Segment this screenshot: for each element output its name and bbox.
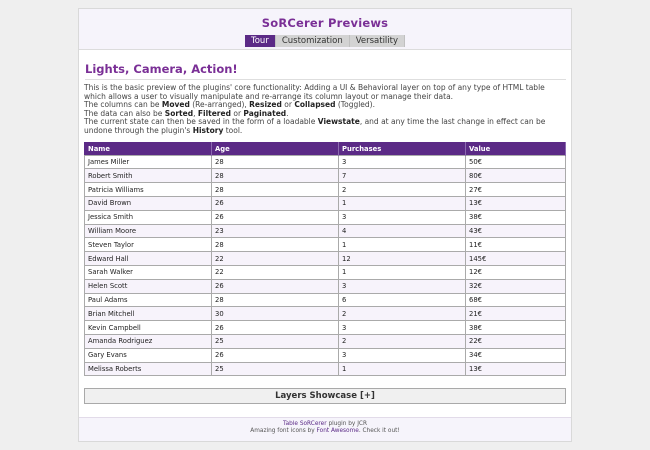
- cell-purchases: 3: [339, 279, 466, 293]
- tab-customization[interactable]: Customization: [276, 35, 350, 47]
- cell-value: 13€: [466, 362, 566, 376]
- table-row: [85, 155, 566, 169]
- intro-segment: .: [286, 108, 289, 118]
- cell-purchases: 1: [339, 362, 466, 376]
- table-body: [85, 155, 566, 376]
- intro-segment: (Toggled).: [335, 100, 375, 110]
- intro-keyword: Viewstate: [317, 117, 360, 127]
- cell-age: 26: [212, 321, 339, 335]
- cell-value: 12€: [466, 265, 566, 279]
- cell-purchases: 3: [339, 321, 466, 335]
- tab-tour[interactable]: Tour: [245, 35, 276, 47]
- cell-value: 27€: [466, 183, 566, 197]
- cell-name: Patricia Williams: [85, 183, 212, 197]
- cell-name: Amanda Rodriguez: [85, 334, 212, 348]
- footer-icons-text-a: Amazing font icons by: [250, 428, 317, 434]
- intro-segment: ,: [193, 108, 198, 118]
- font-awesome-link[interactable]: Font Awesome: [316, 428, 359, 434]
- cell-name: Paul Adams: [85, 293, 212, 307]
- cell-age: 26: [212, 196, 339, 210]
- cell-age: 26: [212, 279, 339, 293]
- table-row: [85, 279, 566, 293]
- cell-name: Steven Taylor: [85, 238, 212, 252]
- table-row: [85, 362, 566, 376]
- intro-segment: The columns can be: [84, 100, 162, 110]
- cell-value: 50€: [466, 155, 566, 169]
- column-header-purchases[interactable]: Purchases: [339, 142, 466, 155]
- cell-age: 28: [212, 155, 339, 169]
- cell-age: 23: [212, 224, 339, 238]
- intro-segment: or: [230, 108, 244, 118]
- cell-name: Melissa Roberts: [85, 362, 212, 376]
- column-header-age[interactable]: Age: [212, 142, 339, 155]
- cell-value: 145€: [466, 252, 566, 266]
- table-sorcerer-link[interactable]: Table SoRCerer: [283, 421, 327, 427]
- header-divider: [79, 49, 571, 50]
- cell-age: 30: [212, 307, 339, 321]
- cell-name: Edward Hall: [85, 252, 212, 266]
- intro-keyword: Paginated: [243, 108, 287, 118]
- intro-keyword: Moved: [161, 100, 190, 110]
- cell-purchases: 3: [339, 348, 466, 362]
- cell-name: Sarah Walker: [85, 265, 212, 279]
- cell-age: 25: [212, 334, 339, 348]
- cell-name: William Moore: [85, 224, 212, 238]
- cell-purchases: 4: [339, 224, 466, 238]
- cell-age: 26: [212, 348, 339, 362]
- intro-segment: , and at any time the last change in effect can be undone through the plugin's: [84, 117, 546, 135]
- table-row: [85, 224, 566, 238]
- table-row: [85, 210, 566, 224]
- cell-purchases: 2: [339, 183, 466, 197]
- table-row: [85, 183, 566, 197]
- cell-purchases: 1: [339, 196, 466, 210]
- cell-value: 43€: [466, 224, 566, 238]
- intro-keyword: Resized: [249, 100, 282, 110]
- footer-credit: [79, 421, 571, 428]
- cell-name: James Miller: [85, 155, 212, 169]
- cell-purchases: 6: [339, 293, 466, 307]
- cell-age: 25: [212, 362, 339, 376]
- data-table: [84, 142, 566, 377]
- cell-value: 34€: [466, 348, 566, 362]
- cell-purchases: 1: [339, 238, 466, 252]
- cell-name: Brian Mitchell: [85, 307, 212, 321]
- cell-age: 22: [212, 252, 339, 266]
- tab-versatility[interactable]: Versatility: [350, 35, 405, 47]
- intro-text: [84, 84, 566, 136]
- footer-icons-credit: [79, 428, 571, 435]
- cell-name: David Brown: [85, 196, 212, 210]
- section-title: Lights, Camera, Action!: [85, 62, 566, 80]
- footer-credit-text: plugin by JCR: [326, 421, 367, 427]
- page-container: [78, 8, 572, 442]
- cell-purchases: 2: [339, 334, 466, 348]
- cell-value: 80€: [466, 169, 566, 183]
- intro-keyword: Filtered: [197, 108, 231, 118]
- main-content: [79, 62, 571, 404]
- cell-age: 26: [212, 210, 339, 224]
- cell-purchases: 3: [339, 155, 466, 169]
- cell-age: 28: [212, 293, 339, 307]
- intro-segment: This is the basic preview of the plugins' core functionality: Adding a UI & Behavioral layer on top of any type of HTML table which allows a user to visually manipulate and re-arrange its column layout or manage their data.: [84, 83, 545, 101]
- intro-line: [84, 118, 566, 135]
- table-row: [85, 348, 566, 362]
- table-row: [85, 334, 566, 348]
- cell-value: 22€: [466, 334, 566, 348]
- intro-segment: The data can also be: [84, 108, 165, 118]
- cell-purchases: 12: [339, 252, 466, 266]
- cell-name: Helen Scott: [85, 279, 212, 293]
- intro-segment: tool.: [223, 125, 243, 135]
- intro-segment: or: [281, 100, 295, 110]
- site-title: SoRCerer Previews: [261, 16, 389, 30]
- cell-name: Kevin Campbell: [85, 321, 212, 335]
- cell-value: 13€: [466, 196, 566, 210]
- cell-value: 38€: [466, 210, 566, 224]
- cell-age: 22: [212, 265, 339, 279]
- column-header-value[interactable]: Value: [466, 142, 566, 155]
- cell-name: Gary Evans: [85, 348, 212, 362]
- cell-name: Jessica Smith: [85, 210, 212, 224]
- cell-value: 38€: [466, 321, 566, 335]
- cell-purchases: 3: [339, 210, 466, 224]
- table-row: [85, 293, 566, 307]
- cell-purchases: 1: [339, 265, 466, 279]
- table-header-row: [85, 142, 566, 155]
- table-row: [85, 321, 566, 335]
- table-row: [85, 169, 566, 183]
- intro-keyword: Collapsed: [294, 100, 336, 110]
- table-row: [85, 307, 566, 321]
- cell-age: 28: [212, 169, 339, 183]
- cell-name: Robert Smith: [85, 169, 212, 183]
- cell-purchases: 7: [339, 169, 466, 183]
- cell-age: 28: [212, 183, 339, 197]
- footer-icons-text-b: . Check it out!: [358, 428, 400, 434]
- cell-value: 21€: [466, 307, 566, 321]
- cell-value: 32€: [466, 279, 566, 293]
- table-row: [85, 252, 566, 266]
- intro-line: [84, 84, 566, 101]
- layers-showcase-button[interactable]: Layers Showcase [+]: [84, 388, 566, 404]
- nav-tabs: [79, 35, 571, 47]
- column-header-name[interactable]: Name: [85, 142, 212, 155]
- cell-value: 11€: [466, 238, 566, 252]
- cell-purchases: 2: [339, 307, 466, 321]
- table-row: [85, 196, 566, 210]
- table-row: [85, 265, 566, 279]
- page-header: [79, 9, 571, 49]
- intro-segment: The current state can then be saved in the form of a loadable: [84, 117, 318, 127]
- intro-segment: (Re-arranged),: [189, 100, 250, 110]
- table-row: [85, 238, 566, 252]
- cell-value: 68€: [466, 293, 566, 307]
- page-footer: [79, 417, 571, 441]
- cell-age: 28: [212, 238, 339, 252]
- intro-keyword: History: [192, 125, 224, 135]
- intro-keyword: Sorted: [164, 108, 194, 118]
